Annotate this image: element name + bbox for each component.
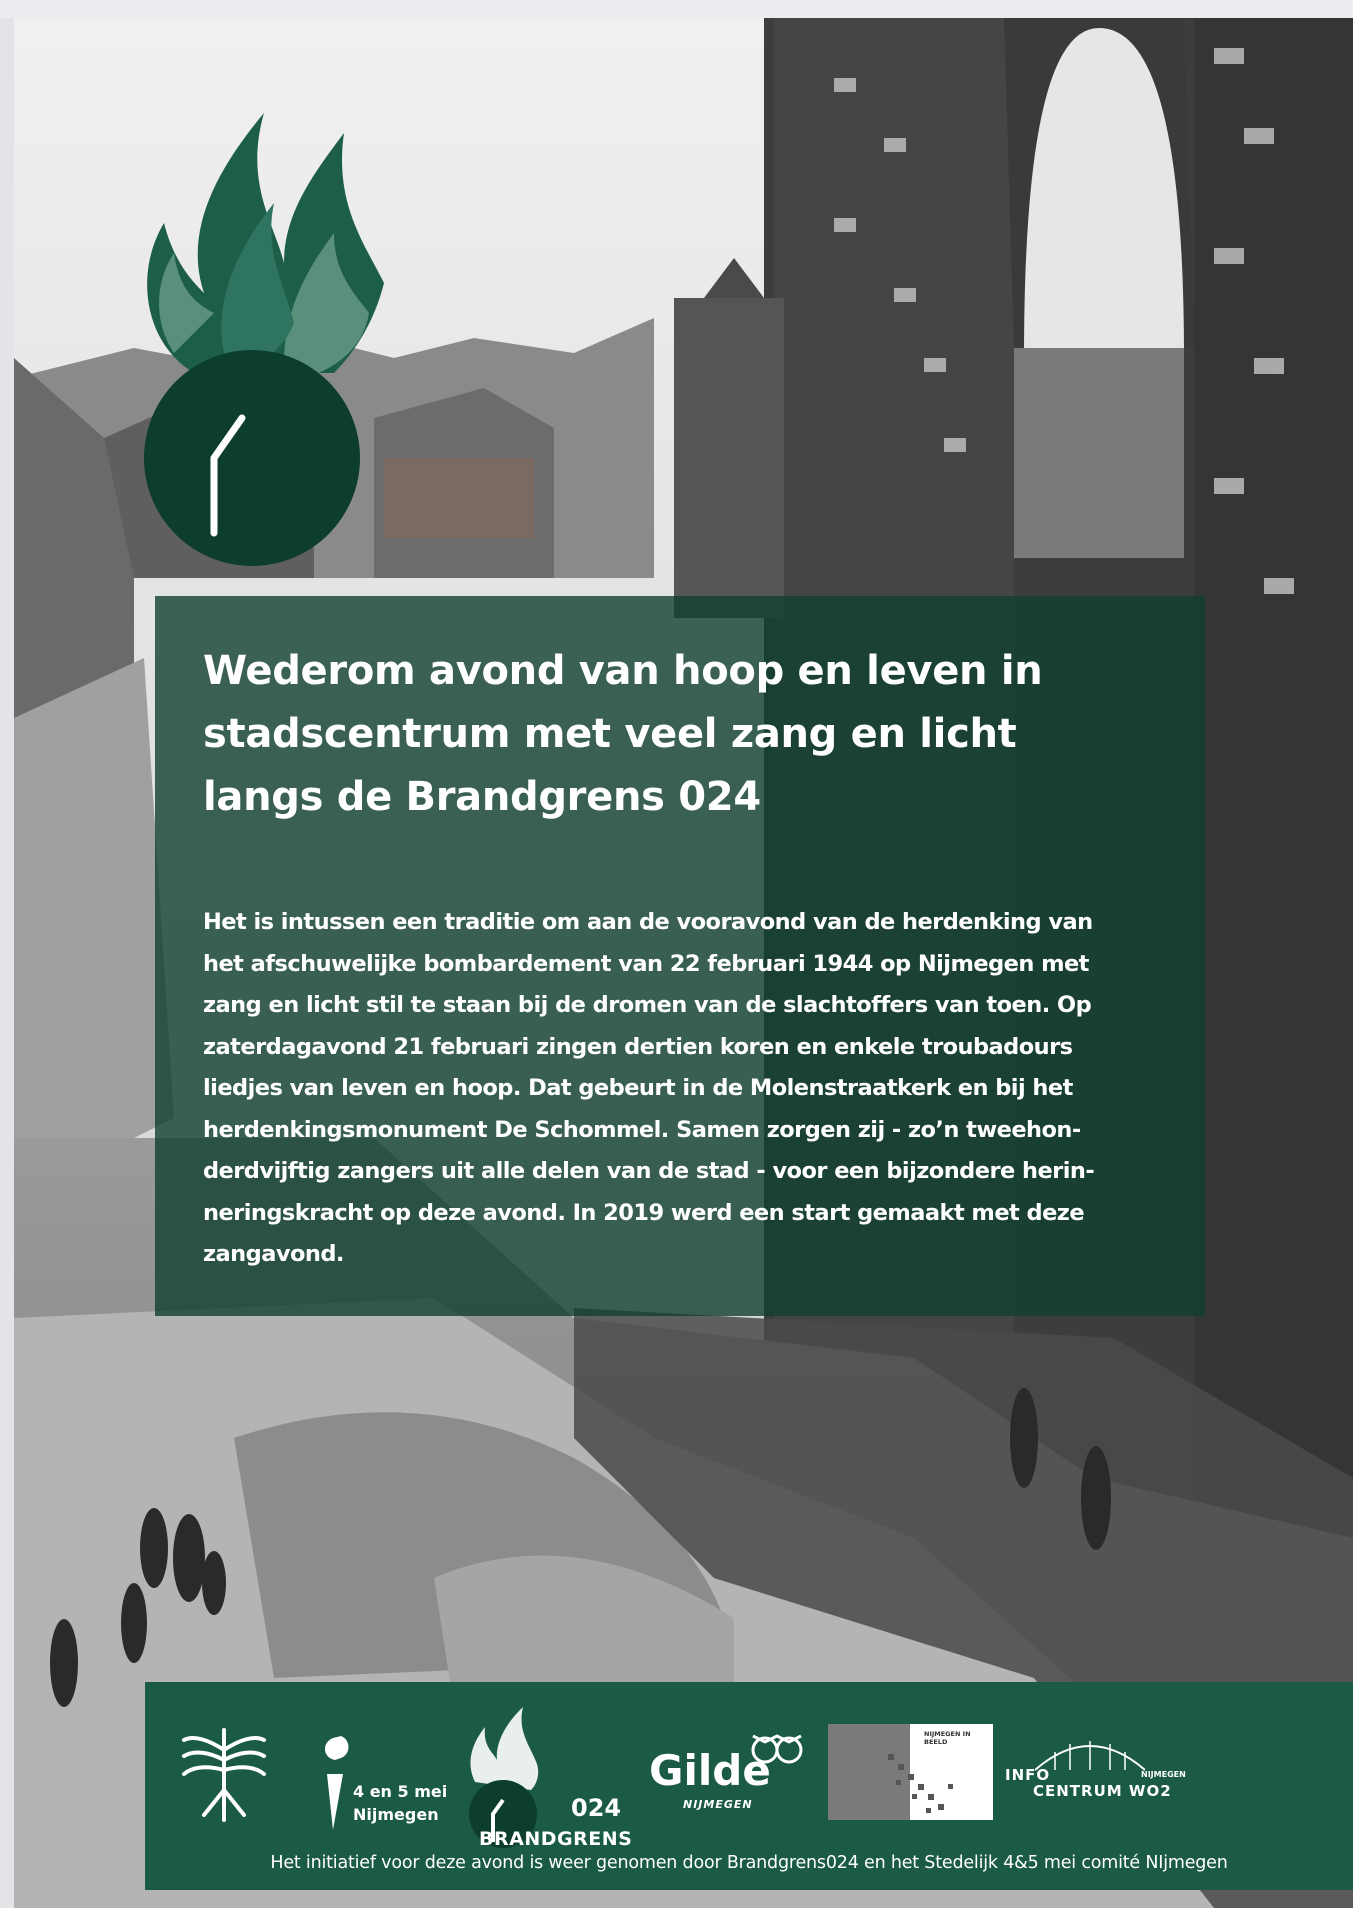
body-line: zaterdagavond 21 februari zingen dertien koren en enkele troubadours: [203, 1033, 1073, 1060]
four-five-mei-logo: [311, 1718, 448, 1838]
headline-line: Wederom avond van hoop en leven in: [203, 648, 1043, 694]
body-line: liedjes van leven en hoop. Dat gebeurt in de Molenstraatkerk en bij het: [203, 1075, 1073, 1101]
nijmegen-text: Nijmegen: [353, 1805, 439, 1824]
four-five-mei-text: 4 en 5 mei: [353, 1782, 448, 1801]
headline-line: langs de Brandgrens 024: [203, 774, 761, 820]
nib-text: NIJMEGEN IN BEELD: [924, 1730, 971, 1746]
brandgrens-number: 024: [571, 1794, 622, 1822]
gilde-name: Gilde: [649, 1746, 771, 1795]
info-nijmegen-text: NIJMEGEN: [1141, 1770, 1186, 1779]
gilde-logo: [649, 1732, 799, 1842]
text-panel: [155, 596, 1205, 1316]
brandgrens-logo: [445, 1702, 635, 1852]
headline-line: stadscentrum met veel zang en licht: [203, 711, 1017, 757]
body-line: zangavond.: [203, 1241, 344, 1267]
body-line: zang en licht stil te staan bij de dromen van de slachtoffers van toen. Op: [203, 992, 1092, 1018]
info-centrum-logo: [1005, 1732, 1205, 1802]
headline: [203, 640, 1103, 829]
brandgrens-flame-logo: [134, 113, 394, 573]
footer-caption: Het initiatief voor deze avond is weer genomen door Brandgrens024 en het Stedelijk 4&5 mei comité NIjmegen: [270, 1853, 1228, 1873]
gilde-city: NIJMEGEN: [683, 1798, 753, 1811]
centrum-text: CENTRUM WO2: [1033, 1782, 1172, 1800]
pixel-dots-icon: [888, 1744, 968, 1820]
body-line: herdenkingsmonument De Schommel. Samen zorgen zij - zo’n tweehon-: [203, 1116, 1081, 1143]
body-line: derdvijftig zangers uit alle delen van de stad - voor een bijzondere herin-: [203, 1158, 1095, 1184]
bridge-icon: [1035, 1732, 1145, 1772]
eagle-crest-logo: [179, 1720, 269, 1830]
body-line: Het is intussen een traditie om aan de vooravond van de herdenking van: [203, 909, 1093, 935]
body-text: [203, 902, 1173, 1276]
poster: [14, 18, 1353, 1908]
body-line: het afschuwelijke bombardement van 22 februari 1944 op Nijmegen met: [203, 950, 1089, 977]
info-text: INFO: [1005, 1766, 1051, 1784]
body-line: neringskracht op deze avond. In 2019 werd een start gemaakt met deze: [203, 1199, 1085, 1226]
top-strip: [0, 0, 1353, 18]
owl-icon: [749, 1732, 805, 1766]
brandgrens-name: BRANDGRENS: [479, 1828, 633, 1850]
sponsor-footer: [145, 1682, 1353, 1890]
nijmegen-in-beeld-logo: [828, 1724, 993, 1820]
